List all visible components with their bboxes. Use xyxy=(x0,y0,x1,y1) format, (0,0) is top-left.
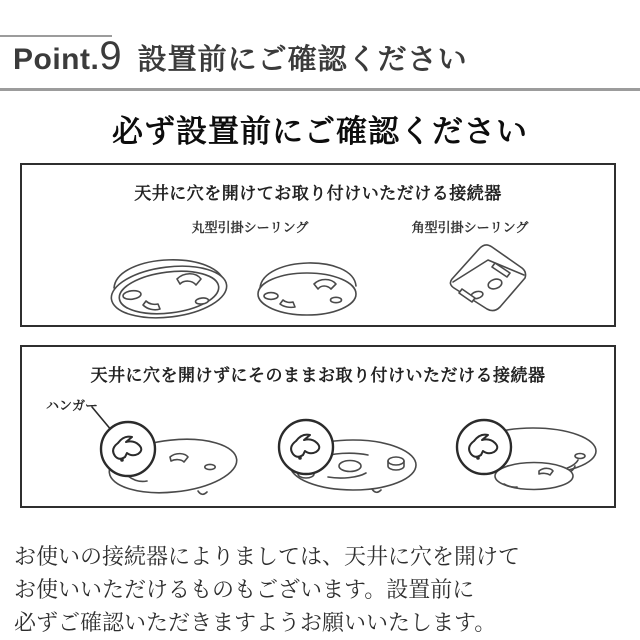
footer-note-line: お使いいただけるものもございます。設置前に xyxy=(14,577,475,602)
header-divider xyxy=(0,88,640,91)
hanger-label: ハンガー xyxy=(46,398,99,413)
no-drill-section xyxy=(20,345,616,508)
canopy-dome-illustration xyxy=(442,403,604,505)
round-socket-label: 丸型引掛シーリング xyxy=(191,220,309,235)
round-socket-tilted-illustration xyxy=(104,241,236,321)
round-socket-art xyxy=(254,247,362,319)
round-socket-illustration xyxy=(254,247,362,319)
footer-note-line: お使いの接続器によりましては、天井に穴を開けて xyxy=(14,544,521,569)
point-number: 9 xyxy=(99,34,122,78)
square-socket-label: 角型引掛シーリング xyxy=(411,220,529,235)
canopy-flat-illustration xyxy=(78,403,240,505)
no-drill-section-title: 天井に穴を開けずにそのままお取り付けいただける接続器 xyxy=(90,366,546,385)
main-heading: 必ず設置前にご確認ください xyxy=(112,114,528,149)
point-header-title: 設置前にご確認ください xyxy=(137,44,468,76)
canopy-flat-art xyxy=(78,403,240,505)
square-socket-illustration xyxy=(438,237,534,319)
canopy-center-art xyxy=(260,403,422,505)
footer-note xyxy=(14,540,634,639)
drill-section-title: 天井に穴を開けてお取り付けいただける接続器 xyxy=(134,184,502,203)
footer-note-line: 必ずご確認いただきますようお願いいたします。 xyxy=(14,610,497,635)
canopy-dome-art xyxy=(442,403,604,505)
square-socket-art xyxy=(438,237,534,319)
point-header xyxy=(13,36,633,78)
canopy-center-illustration xyxy=(260,403,422,505)
drill-required-section xyxy=(20,163,616,327)
point-label: Point. xyxy=(13,43,100,76)
round-socket-tilted-art xyxy=(104,241,236,321)
